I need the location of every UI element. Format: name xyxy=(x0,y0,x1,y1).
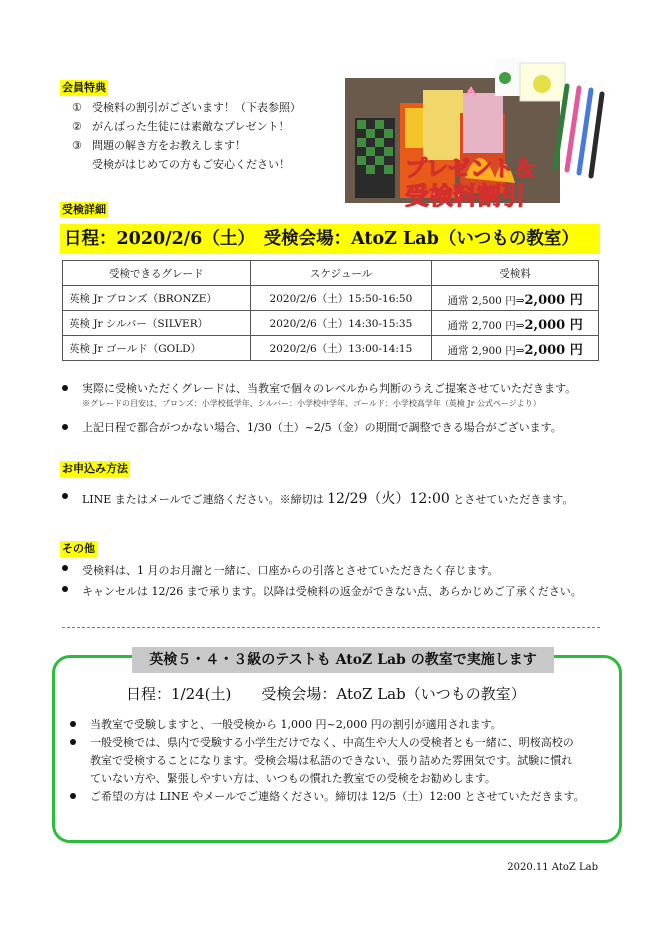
details-notes xyxy=(62,380,576,435)
footer-credit: 2020.11 AtoZ Lab xyxy=(507,862,598,873)
list-item: LINE またはメールでご連絡ください。※締切は 12/29（火）12:00 とさせていただきます。 xyxy=(62,488,573,508)
price-cell: 通常 2,700 円⇒2,000 円 xyxy=(432,311,599,336)
bullet-icon xyxy=(62,424,68,430)
other-list xyxy=(62,560,582,602)
benefits-list xyxy=(72,98,332,174)
bullet-icon xyxy=(70,793,76,799)
list-item: ① 受検料の割引がございます！（下表参照） xyxy=(72,101,301,114)
photo-illustration xyxy=(345,58,607,218)
grade-cell: 英検 Jr シルバー（SILVER） xyxy=(63,311,251,336)
list-item: 受検がはじめての方もご安心ください！ xyxy=(92,158,290,171)
list-item: 当教室で受験しますと、一般受検から 1,000 円~2,000 円の割引が適用されます。 xyxy=(70,716,585,734)
column-header: スケジュール xyxy=(250,261,432,286)
price-cell: 通常 2,900 円⇒2,000 円 xyxy=(432,336,599,361)
bullet-icon xyxy=(70,739,76,745)
bullet-icon xyxy=(62,493,68,499)
column-header: 受検できるグレード xyxy=(63,261,251,286)
apply-list xyxy=(62,488,573,508)
list-item: 一般受検では、県内で受験する小学生だけでなく、中高生や大人の受検者とも一緒に、明桜高校の 教室で受検することになります。受検会場は私語のできない、張り詰めた雰囲気です。試験に慣れ ていない方や、緊張しやすい方は、いつもの慣れた教室での受検をお勧めします。 xyxy=(70,734,585,788)
table-row xyxy=(63,286,599,311)
photo-caption-2: 受検料割引 xyxy=(405,182,525,210)
grade-cell: 英検 Jr ゴールド（GOLD） xyxy=(63,336,251,361)
bullet-icon xyxy=(62,385,68,391)
promo-schedule: 日程：1/24(土) 受検会場：AtoZ Lab（いつもの教室） xyxy=(126,685,526,703)
other-heading: その他 xyxy=(62,542,95,555)
table-row xyxy=(63,311,599,336)
promo-photo xyxy=(345,58,607,218)
schedule-table xyxy=(62,260,599,361)
table-row xyxy=(63,336,599,361)
promo-title: 英検５・４・３級のテストも AtoZ Lab の教室で実施します xyxy=(132,647,554,673)
benefits-heading: 会員特典 xyxy=(62,81,106,94)
list-item: 実際に受検いただくグレードは、当教室で個々のレベルから判断のうえご提案させていただきます。 xyxy=(62,380,576,396)
list-item: ご希望の方は LINE やメールでご連絡ください。締切は 12/5（土）12:00 とさせていただきます。 xyxy=(70,788,585,806)
column-header: 受検料 xyxy=(432,261,599,286)
schedule-cell: 2020/2/6（土）15:50-16:50 xyxy=(250,286,432,311)
schedule-cell: 2020/2/6（土）13:00-14:15 xyxy=(250,336,432,361)
deadline-text: 12/29（火）12:00 xyxy=(327,491,450,507)
list-item: キャンセルは 12/26 まで承ります。以降は受検料の返金ができない点、あらかじめご了承ください。 xyxy=(62,581,582,602)
list-item: 受検料は、1 月のお月謝と一緒に、口座からの引落とさせていただきたく存じます。 xyxy=(62,560,582,581)
bullet-icon xyxy=(70,721,76,727)
photo-caption-1: プレゼント＆ xyxy=(405,157,537,182)
price-cell: 通常 2,500 円⇒2,000 円 xyxy=(432,286,599,311)
table-header-row xyxy=(63,261,599,286)
bullet-icon xyxy=(62,565,68,571)
list-item: 上記日程で都合がつかない場合、1/30（土）~2/5（金）の期間で調整できる場合がございます。 xyxy=(62,419,576,435)
bullet-icon xyxy=(62,586,68,592)
list-item: ③ 問題の解き方をお教えします！ xyxy=(72,139,246,152)
list-item: ② がんばった生徒には素敵なプレゼント！ xyxy=(72,120,290,133)
schedule-banner: 日程：2020/2/6（土） 受検会場：AtoZ Lab（いつもの教室） xyxy=(60,224,600,254)
schedule-cell: 2020/2/6（土）14:30-15:35 xyxy=(250,311,432,336)
section-divider xyxy=(62,627,600,628)
grade-cell: 英検 Jr ブロンズ（BRONZE） xyxy=(63,286,251,311)
promo-list xyxy=(70,716,585,806)
details-heading: 受検詳細 xyxy=(62,203,106,216)
grade-guide-note: ※グレードの目安は、ブロンズ：小学校低学年、シルバー：小学校中学年、ゴールド：小学校高学年（英検 Jr 公式ページより） xyxy=(82,399,541,408)
apply-heading: お申込み方法 xyxy=(62,462,128,475)
